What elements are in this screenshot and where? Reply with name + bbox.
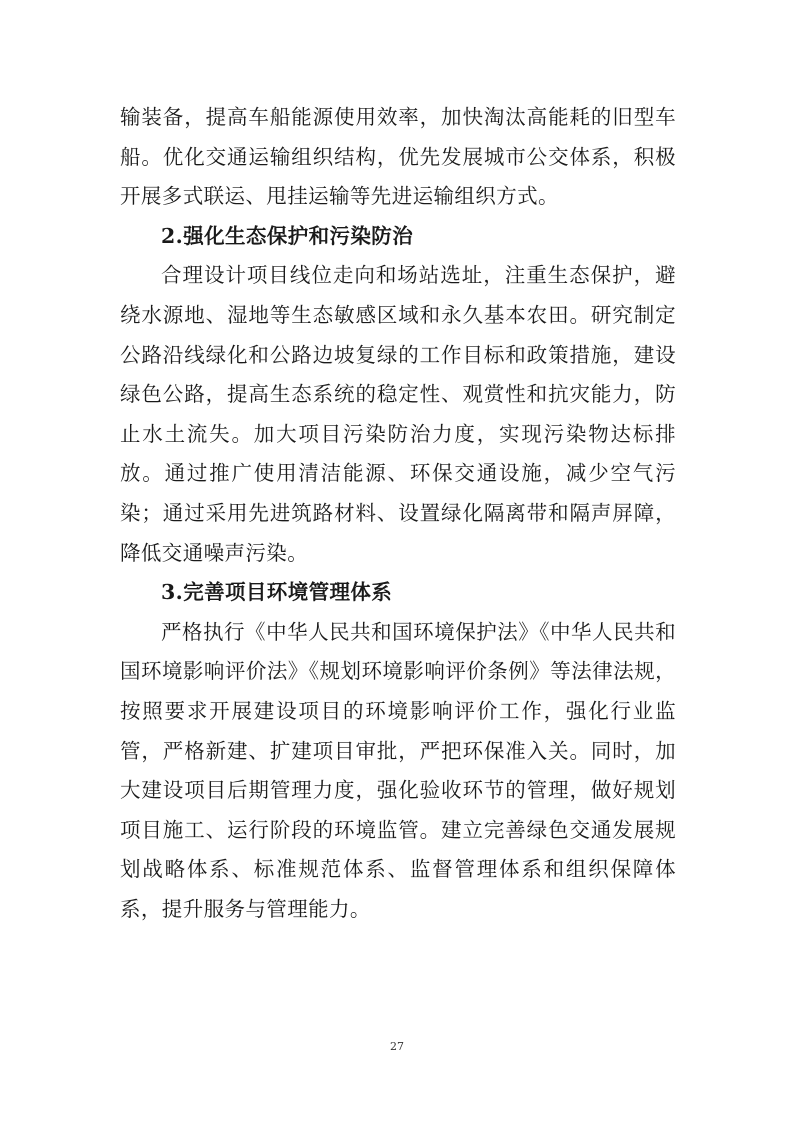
section-heading-2: 2.强化生态保护和污染防治: [161, 223, 414, 248]
paragraph-ecology: 合理设计项目线位走向和场站选址，注重生态保护，避绕水源地、湿地等生态敏感区域和永久基本农田。研究制定公路沿线绿化和公路边坡复绿的工作目标和政策措施，建设绿色公路，提高生态系统的稳定性、观赏性和抗灾能力，防止水土流失。加大项目污染防治力度，实现污染物达标排放。通过推广使用清洁能源、环保交通设施，减少空气污染；通过采用先进筑路材料、设置绿化隔离带和隔声屏障，降低交通噪声污染。: [120, 263, 676, 565]
paragraph-management: 严格执行《中华人民共和国环境保护法》《中华人民共和国环境影响评价法》《规划环境影响评价条例》等法律法规，按照要求开展建设项目的环境影响评价工作，强化行业监管，严格新建、扩建项目审批，严把环保准入关。同时，加大建设项目后期管理力度，强化验收环节的管理，做好规划项目施工、运行阶段的环境监管。建立完善绿色交通发展规划战略体系、标准规范体系、监督管理体系和组织保障体系，提升服务与管理能力。: [120, 619, 676, 921]
section-heading-3: 3.完善项目环境管理体系: [161, 580, 393, 605]
page-content: [120, 98, 676, 929]
page-number: 27: [390, 1040, 404, 1053]
paragraph-continued: 输装备，提高车船能源使用效率，加快淘汰高能耗的旧型车船。优化交通运输组织结构，优先发展城市公交体系，积极开展多式联运、甩挂运输等先进运输组织方式。: [120, 105, 676, 209]
